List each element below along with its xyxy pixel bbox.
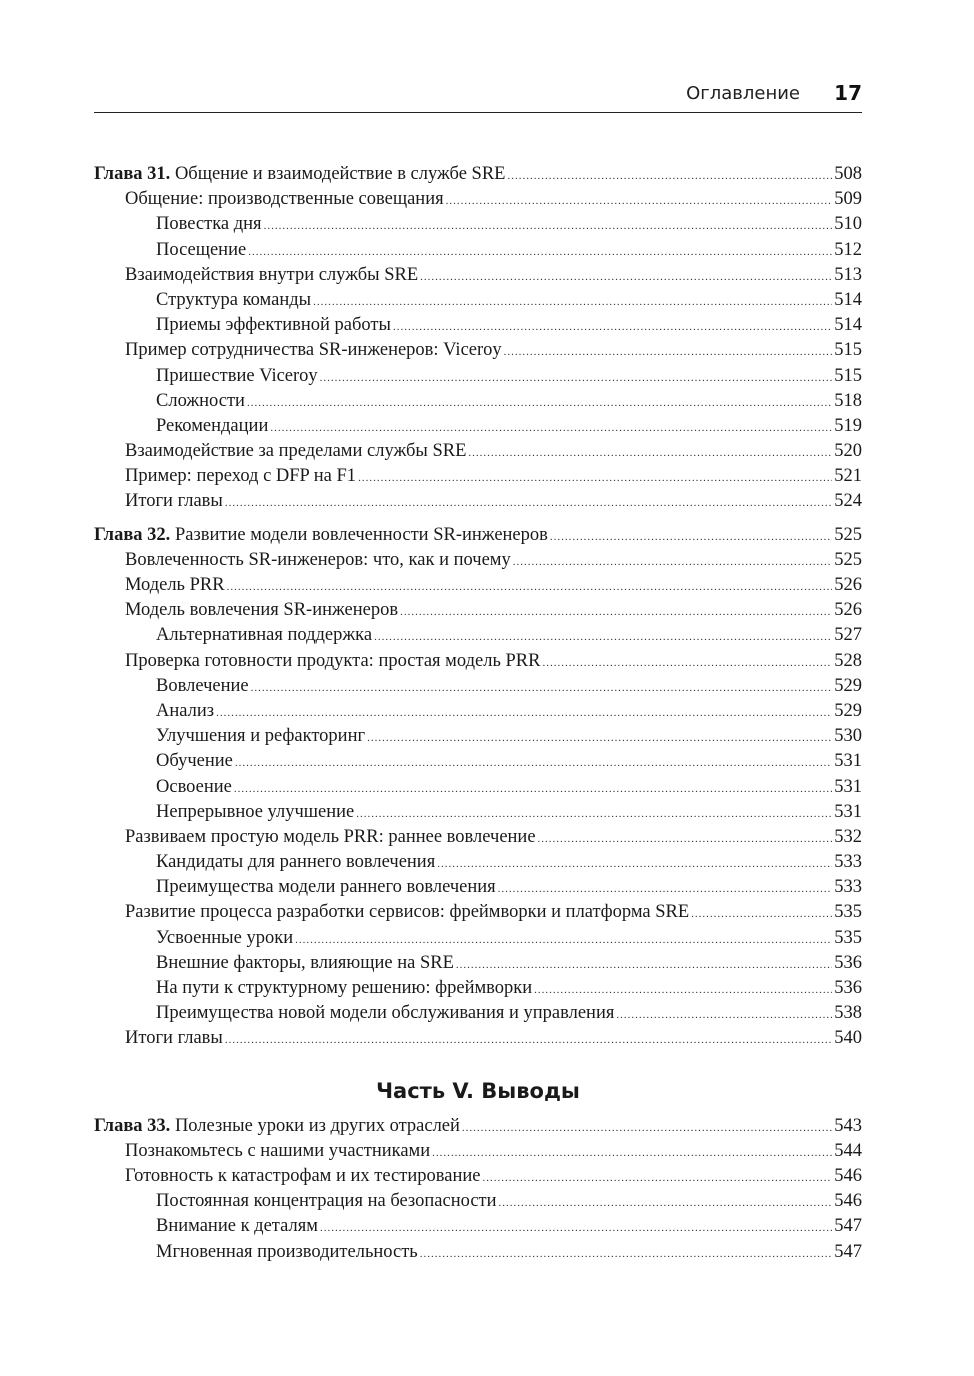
toc-entry[interactable] (94, 1026, 862, 1051)
toc-chapter-number: Глава 31. (94, 164, 171, 184)
toc-entry[interactable] (94, 573, 862, 598)
toc-entry[interactable] (94, 674, 862, 699)
toc-entry[interactable] (94, 548, 862, 573)
header-page-number: 17 (834, 81, 862, 105)
toc-entry-title: Итоги главы (125, 491, 223, 512)
toc-entry-title: Проверка готовности продукта: простая модель PRR (125, 650, 541, 671)
toc-chapter (94, 162, 862, 515)
toc-entry[interactable] (94, 414, 862, 439)
toc-entry-title: Усвоенные уроки (156, 927, 294, 948)
toc-dot-leader (234, 777, 832, 802)
toc-page-number: 528 (834, 650, 862, 671)
toc-entry-title: Внешние факторы, влияющие на SRE (156, 952, 454, 973)
toc-entry-title: Повестка дня (156, 214, 262, 235)
toc-entry[interactable] (94, 900, 862, 925)
toc-dot-leader (227, 575, 833, 600)
toc-dot-leader (498, 877, 833, 902)
toc-entry[interactable] (94, 825, 862, 850)
toc-entry-title: Общение: производственные совещания (125, 189, 444, 210)
toc-page-number: 527 (834, 625, 862, 646)
toc-entry[interactable] (94, 1001, 862, 1026)
toc-entry-title: Мгновенная производительность (156, 1241, 418, 1262)
toc-chapter-title: Развитие модели вовлеченности SR-инженеров (174, 524, 548, 545)
toc-entry[interactable] (94, 850, 862, 875)
toc-entry-title: Постоянная концентрация на безопасности (156, 1191, 497, 1212)
toc-entry-title: Преимущества модели раннего вовлечения (156, 877, 496, 898)
toc-entry-title: Преимущества новой модели обслуживания и управления (156, 1003, 615, 1024)
toc-dot-leader (550, 525, 832, 550)
toc-entry-title: Готовность к катастрофам и их тестирование (125, 1165, 481, 1186)
toc-entry[interactable] (94, 439, 862, 464)
toc-entry[interactable] (94, 699, 862, 724)
toc-entry[interactable] (94, 489, 862, 514)
toc-page-number: 544 (834, 1140, 862, 1161)
toc-dot-leader (437, 852, 832, 877)
toc-page-number: 515 (834, 340, 862, 361)
toc-entry-title: Рекомендации (156, 415, 269, 436)
toc-entry-title: Вовлеченность SR-инженеров: что, как и почему (125, 549, 511, 570)
toc-page-number: 509 (834, 189, 862, 210)
toc-dot-leader (225, 1028, 832, 1053)
toc-page-number: 520 (834, 441, 862, 462)
toc-entry[interactable] (94, 364, 862, 389)
toc-entry-title: Внимание к деталям (156, 1216, 318, 1237)
toc-entry-title: Взаимодействия внутри службы SRE (125, 264, 419, 285)
toc-dot-leader (513, 550, 833, 575)
toc-dot-leader (400, 600, 832, 625)
toc-page-number: 514 (834, 289, 862, 310)
toc-dot-leader (616, 1003, 832, 1028)
running-header (94, 80, 862, 113)
toc-dot-leader (462, 1116, 832, 1141)
toc-entry[interactable] (94, 951, 862, 976)
toc-dot-leader (251, 676, 833, 701)
toc-dot-leader (499, 1191, 833, 1216)
toc-dot-leader (468, 441, 832, 466)
toc-page-number: 531 (834, 776, 862, 797)
toc-page-number: 540 (834, 1028, 862, 1049)
toc-page-number: 512 (834, 239, 862, 260)
toc-page-number: 533 (834, 877, 862, 898)
toc-dot-leader (432, 1141, 832, 1166)
toc-page-number: 524 (834, 491, 862, 512)
toc-dot-leader (320, 366, 833, 391)
toc-page-number: 538 (834, 1003, 862, 1024)
toc-dot-leader (542, 651, 832, 676)
toc-section-before (94, 162, 862, 1052)
toc-page-number: 514 (834, 315, 862, 336)
toc-page-number: 536 (834, 952, 862, 973)
toc-page-number: 508 (834, 164, 862, 184)
header-title: Оглавление (686, 83, 800, 104)
toc-page-number: 531 (834, 751, 862, 772)
toc-dot-leader (691, 902, 832, 927)
toc-entry-title: Развиваем простую модель PRR: раннее вовлечение (125, 826, 536, 847)
toc-dot-leader (225, 491, 832, 516)
toc-entry-title: На пути к структурному решению: фреймворки (156, 978, 533, 998)
toc-entry-title: Итоги главы (125, 1028, 223, 1049)
toc-page-number: 529 (834, 675, 862, 696)
toc-entry-title: Анализ (156, 700, 215, 721)
toc-page-number: 543 (834, 1115, 862, 1136)
toc-entry[interactable] (94, 464, 862, 489)
toc-entry[interactable] (94, 775, 862, 800)
toc-dot-leader (456, 953, 832, 978)
toc-entry[interactable] (94, 1139, 862, 1164)
toc-dot-leader (482, 1166, 832, 1191)
toc-entry-title: Кандидаты для раннего вовлечения (156, 852, 436, 873)
toc-entry-title: Освоение (156, 776, 232, 797)
toc-chapter-number: Глава 32. (94, 524, 171, 545)
toc-page-number: 535 (834, 902, 862, 923)
toc-chapter (94, 523, 862, 1052)
toc-entry-title: Непрерывное улучшение (156, 801, 355, 822)
toc-page-number: 530 (834, 726, 862, 747)
toc-entry[interactable] (94, 976, 862, 1001)
toc-entry[interactable] (94, 288, 862, 313)
toc-chapter-number: Глава 33. (94, 1115, 171, 1136)
toc-page-number: 533 (834, 852, 862, 873)
toc-dot-leader (313, 290, 832, 315)
toc-entry[interactable] (94, 623, 862, 648)
toc-dot-leader (507, 164, 832, 189)
toc-entry-title: Обучение (156, 751, 233, 772)
toc-page-number: 510 (834, 214, 862, 235)
toc-entry[interactable] (94, 598, 862, 623)
toc-entry[interactable] (94, 338, 862, 363)
toc-page-number: 526 (834, 575, 862, 595)
toc-page-number: 546 (834, 1191, 862, 1212)
toc-dot-leader (420, 265, 832, 290)
toc-chapter-row[interactable] (94, 1114, 862, 1139)
toc-dot-leader (247, 391, 832, 416)
toc-page-number: 532 (834, 826, 862, 847)
toc-entry-title: Модель PRR (125, 575, 225, 595)
toc-entry[interactable] (94, 389, 862, 414)
toc-chapter-title: Полезные уроки из других отраслей (174, 1115, 460, 1136)
toc-chapter-row[interactable] (94, 162, 862, 187)
toc-entry-title: Приемы эффективной работы (156, 315, 391, 336)
toc-page-number: 519 (834, 415, 862, 436)
toc-page-number: 529 (834, 700, 862, 721)
toc-page-number: 546 (834, 1165, 862, 1186)
toc-dot-leader (446, 189, 833, 214)
table-of-contents (94, 162, 862, 1273)
toc-entry-title: Пример сотрудничества SR-инженеров: Viceroy (125, 340, 502, 361)
toc-entry[interactable] (94, 263, 862, 288)
toc-dot-leader (356, 802, 832, 827)
toc-entry[interactable] (94, 649, 862, 674)
toc-page-number: 531 (834, 801, 862, 822)
toc-dot-leader (358, 466, 832, 491)
toc-dot-leader (504, 340, 833, 365)
toc-page-number: 547 (834, 1241, 862, 1262)
toc-entry-title: Взаимодействие за пределами службы SRE (125, 441, 467, 462)
toc-dot-leader (374, 625, 832, 650)
toc-dot-leader (235, 751, 832, 776)
toc-entry-title: Структура команды (156, 289, 312, 310)
toc-page-number: 535 (834, 927, 862, 948)
toc-entry-title: Вовлечение (156, 675, 249, 696)
toc-dot-leader (264, 214, 833, 239)
toc-section-after (94, 1114, 862, 1265)
toc-entry-title: Познакомьтесь с нашими участниками (125, 1140, 431, 1161)
toc-page-number: 547 (834, 1216, 862, 1237)
toc-dot-leader (534, 978, 832, 1003)
toc-entry-title: Развитие процесса разработки сервисов: фреймворки и платформа SRE (125, 902, 690, 923)
toc-chapter-label (94, 1114, 460, 1139)
toc-chapter-label (94, 523, 548, 548)
toc-page-number: 525 (834, 524, 862, 545)
toc-entry-title: Сложности (156, 390, 245, 411)
toc-page-number: 525 (834, 549, 862, 570)
toc-entry[interactable] (94, 1214, 862, 1239)
toc-entry-title: Альтернативная поддержка (156, 625, 373, 646)
toc-dot-leader (393, 315, 832, 340)
toc-entry-title: Пришествие Viceroy (156, 365, 318, 386)
toc-entry[interactable] (94, 926, 862, 951)
toc-chapter-label (94, 162, 505, 187)
toc-dot-leader (320, 1216, 832, 1241)
toc-chapter (94, 1114, 862, 1265)
toc-chapter-row[interactable] (94, 523, 862, 548)
toc-dot-leader (248, 240, 832, 265)
toc-entry[interactable] (94, 800, 862, 825)
toc-page-number: 526 (834, 600, 862, 621)
toc-page-number: 518 (834, 390, 862, 411)
toc-entry[interactable] (94, 187, 862, 212)
toc-dot-leader (270, 416, 832, 441)
toc-entry[interactable] (94, 875, 862, 900)
toc-dot-leader (216, 701, 832, 726)
toc-dot-leader (367, 726, 832, 751)
toc-entry[interactable] (94, 1240, 862, 1265)
toc-dot-leader (538, 827, 833, 852)
toc-page-number: 536 (834, 978, 862, 998)
toc-entry[interactable] (94, 238, 862, 263)
toc-entry-title: Модель вовлечения SR-инженеров (125, 600, 399, 621)
toc-entry[interactable] (94, 1164, 862, 1189)
toc-entry-title: Пример: переход с DFP на F1 (125, 466, 357, 487)
toc-dot-leader (420, 1242, 833, 1267)
toc-page-number: 521 (834, 466, 862, 487)
toc-entry-title: Посещение (156, 239, 247, 260)
toc-page-number: 515 (834, 365, 862, 386)
toc-entry[interactable] (94, 724, 862, 749)
toc-entry[interactable] (94, 313, 862, 338)
toc-entry-title: Улучшения и рефакторинг (156, 726, 366, 747)
part-title: Часть V. Выводы (376, 1078, 580, 1103)
toc-entry[interactable] (94, 212, 862, 237)
toc-dot-leader (295, 928, 832, 953)
toc-chapter-title: Общение и взаимодействие в службе SRE (174, 164, 506, 184)
toc-entry[interactable] (94, 1189, 862, 1214)
toc-entry[interactable] (94, 749, 862, 774)
toc-page-number: 513 (834, 264, 862, 285)
